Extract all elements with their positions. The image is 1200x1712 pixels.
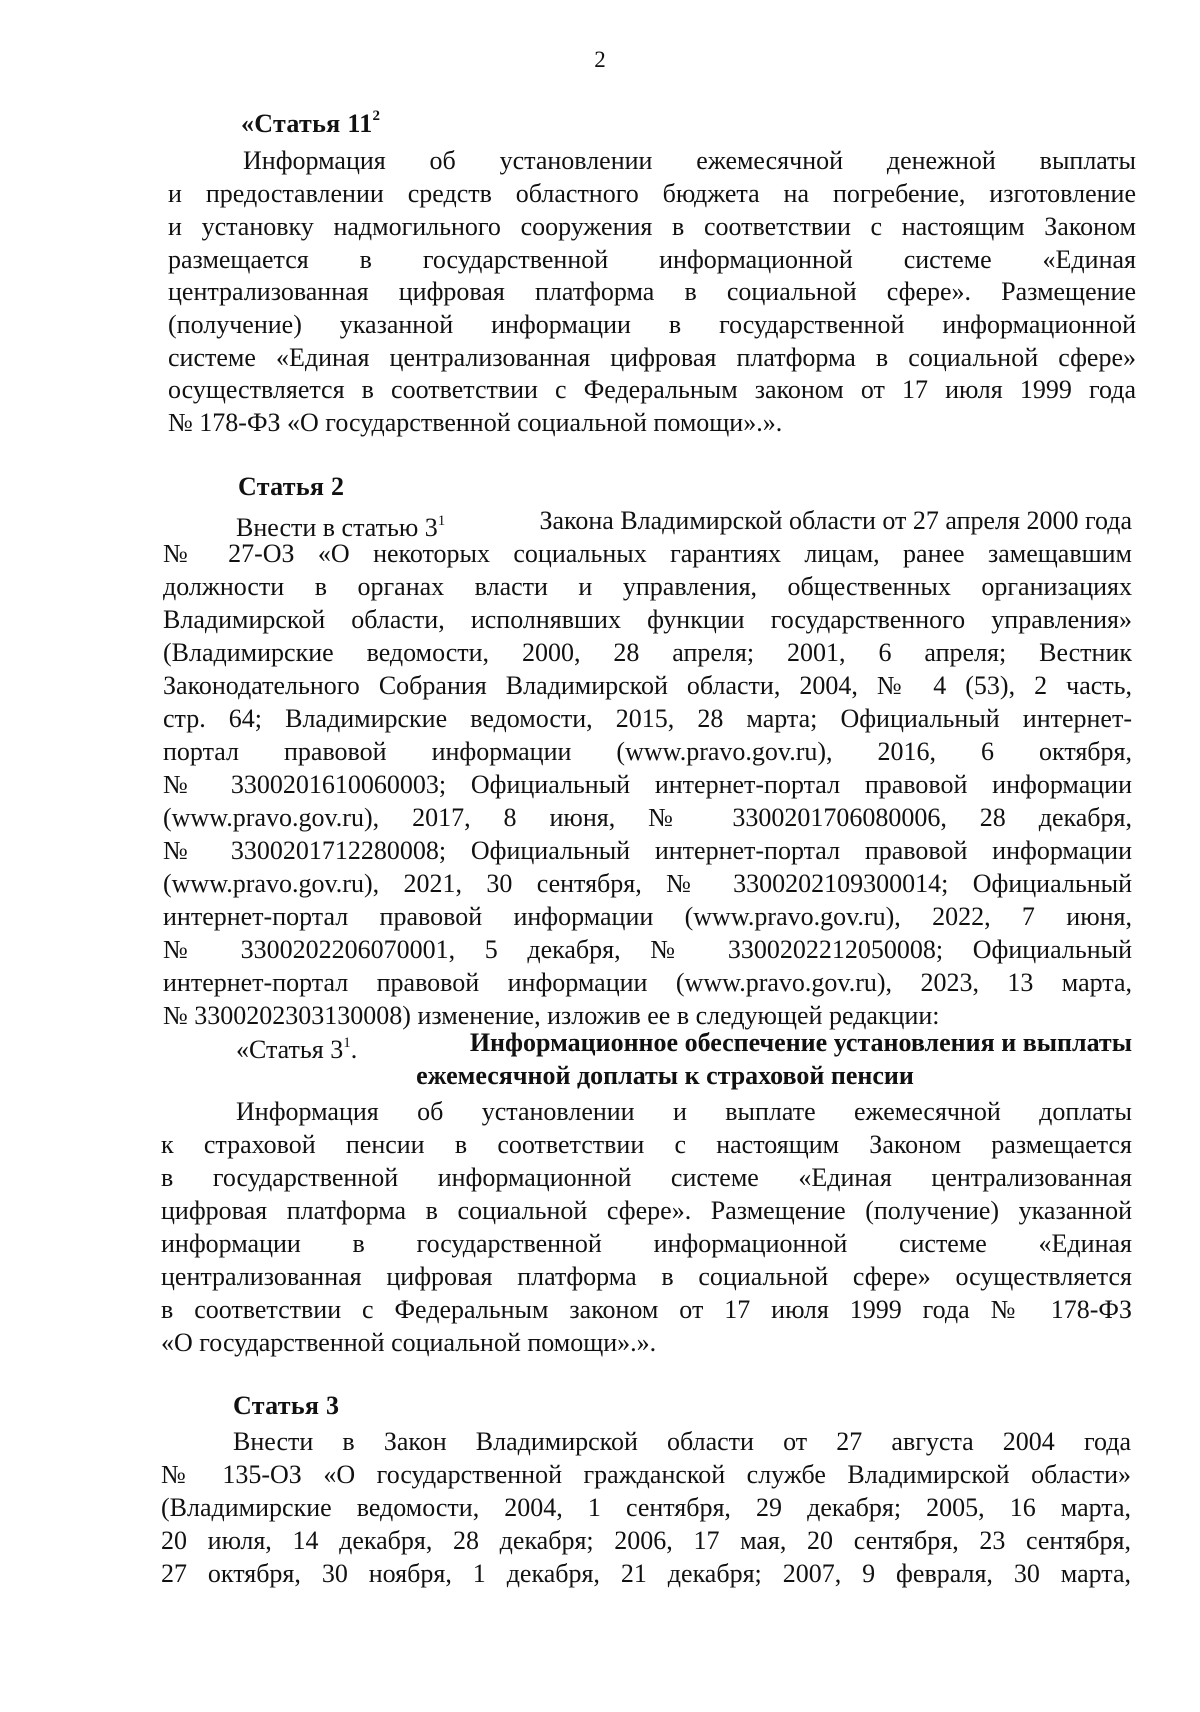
quoted-article-3-1-dot: . — [350, 1035, 364, 1064]
article-2-line: № 3300202303130008) изменение, изложив ее в следующей редакции: — [163, 1001, 940, 1030]
article-11-2-line: и установку надмогильного сооружения в соответствии с настоящим Законом — [168, 212, 1136, 241]
article-3-line: № 135-ОЗ «О государственной гражданской службе Владимирской области» — [161, 1460, 1131, 1489]
quoted-article-3-1-line: в соответствии с Федеральным законом от 17 июля 1999 года № 178-ФЗ — [161, 1295, 1132, 1324]
quoted-article-3-1-line: централизованная цифровая платформа в социальной сфере» осуществляется — [161, 1262, 1132, 1291]
article-2-line: интернет-портал правовой информации (www.pravo.gov.ru), 2022, 7 июня, — [163, 902, 1132, 931]
quoted-article-3-1-prefix-text: «Статья 3 — [236, 1035, 344, 1064]
article-11-2-line: централизованная цифровая платформа в социальной сфере». Размещение — [168, 277, 1136, 306]
article-3-heading: Статья 3 — [233, 1391, 340, 1420]
quoted-article-3-1-line: цифровая платформа в социальной сфере». Размещение (получение) указанной — [161, 1196, 1132, 1225]
quoted-article-3-1-prefix — [236, 1027, 364, 1064]
article-2-heading: Статья 2 — [238, 472, 345, 501]
article-2-first-line-a — [236, 505, 446, 542]
quoted-article-3-1-line: в государственной информационной системе «Единая централизованная — [161, 1163, 1132, 1192]
article-2-line: Владимирской области, исполнявших функции государственного управления» — [163, 605, 1132, 634]
article-3-line: 27 октября, 30 ноября, 1 декабря, 21 декабря; 2007, 9 февраля, 30 марта, — [161, 1559, 1131, 1588]
article-11-2-line: № 178-ФЗ «О государственной социальной помощи».». — [168, 408, 783, 437]
article-2-line: стр. 64; Владимирские ведомости, 2015, 28 марта; Официальный интернет- — [163, 704, 1132, 733]
article-11-2-line: Информация об установлении ежемесячной денежной выплаты — [243, 146, 1136, 175]
article-11-2-line: (получение) указанной информации в государственной информационной — [168, 310, 1136, 339]
quoted-article-3-1-line: к страховой пенсии в соответствии с настоящим Законом размещается — [161, 1130, 1132, 1159]
article-11-2-heading-sup: 2 — [372, 108, 381, 124]
article-11-2-line: системе «Единая централизованная цифровая платформа в социальной сфере» — [168, 343, 1136, 372]
quoted-article-3-1-title-2: ежемесячной доплаты к страховой пенсии — [416, 1061, 914, 1090]
article-2-line: (www.pravo.gov.ru), 2017, 8 июня, № 3300201706080006, 28 декабря, — [163, 803, 1132, 832]
article-2-line: портал правовой информации (www.pravo.gov.ru), 2016, 6 октября, — [163, 737, 1132, 766]
article-11-2-line: размещается в государственной информационной системе «Единая — [168, 245, 1136, 274]
article-3-line: 20 июля, 14 декабря, 28 декабря; 2006, 17 мая, 20 сентября, 23 сентября, — [161, 1526, 1131, 1555]
article-2-line: Законодательного Собрания Владимирской области, 2004, № 4 (53), 2 часть, — [163, 671, 1132, 700]
page-number: 2 — [594, 47, 606, 72]
quoted-article-3-1-sup: 1 — [343, 1035, 351, 1051]
quoted-article-3-1-title-1: Информационное обеспечение установления и выплаты — [469, 1028, 1132, 1057]
article-2-line: (Владимирские ведомости, 2000, 28 апреля; 2001, 6 апреля; Вестник — [163, 638, 1132, 667]
article-2-line: (www.pravo.gov.ru), 2021, 30 сентября, № 3300202109300014; Официальный — [163, 869, 1132, 898]
article-2-line: № 3300201712280008; Официальный интернет-портал правовой информации — [163, 836, 1132, 865]
quoted-article-3-1-line: Информация об установлении и выплате ежемесячной доплаты — [236, 1097, 1132, 1126]
article-11-2-line: осуществляется в соответствии с Федеральным законом от 17 июля 1999 года — [168, 375, 1136, 404]
article-2-line: № 27-ОЗ «О некоторых социальных гарантиях лицам, ранее замещавшим — [163, 539, 1132, 568]
article-2-first-line — [236, 505, 1132, 542]
article-2-line: № 3300202206070001, 5 декабря, № 3300202212050008; Официальный — [163, 935, 1132, 964]
quoted-article-3-1-title-line — [236, 1027, 1132, 1064]
article-3-line: (Владимирские ведомости, 2004, 1 сентября, 29 декабря; 2005, 16 марта, — [161, 1493, 1131, 1522]
article-3-line: Внести в Закон Владимирской области от 27 августа 2004 года — [233, 1427, 1131, 1456]
article-2-first-line-b: Закона Владимирской области от 27 апреля 2000 года — [532, 506, 1132, 535]
article-2-line: № 3300201610060003; Официальный интернет-портал правовой информации — [163, 770, 1132, 799]
quoted-article-3-1-line: информации в государственной информационной системе «Единая — [161, 1229, 1132, 1258]
article-2-line: должности в органах власти и управления, общественных организациях — [163, 572, 1132, 601]
article-2-first-line-a-text: Внести в статью 3 — [236, 513, 438, 542]
article-11-2-line: и предоставлении средств областного бюджета на погребение, изготовление — [168, 179, 1136, 208]
article-11-2-heading-text: «Статья 11 — [241, 109, 373, 138]
article-11-2-heading — [241, 108, 380, 139]
article-2-line: интернет-портал правовой информации (www.pravo.gov.ru), 2023, 13 марта, — [163, 968, 1132, 997]
article-2-first-line-sup: 1 — [437, 513, 446, 529]
quoted-article-3-1-line: «О государственной социальной помощи».». — [161, 1328, 657, 1357]
